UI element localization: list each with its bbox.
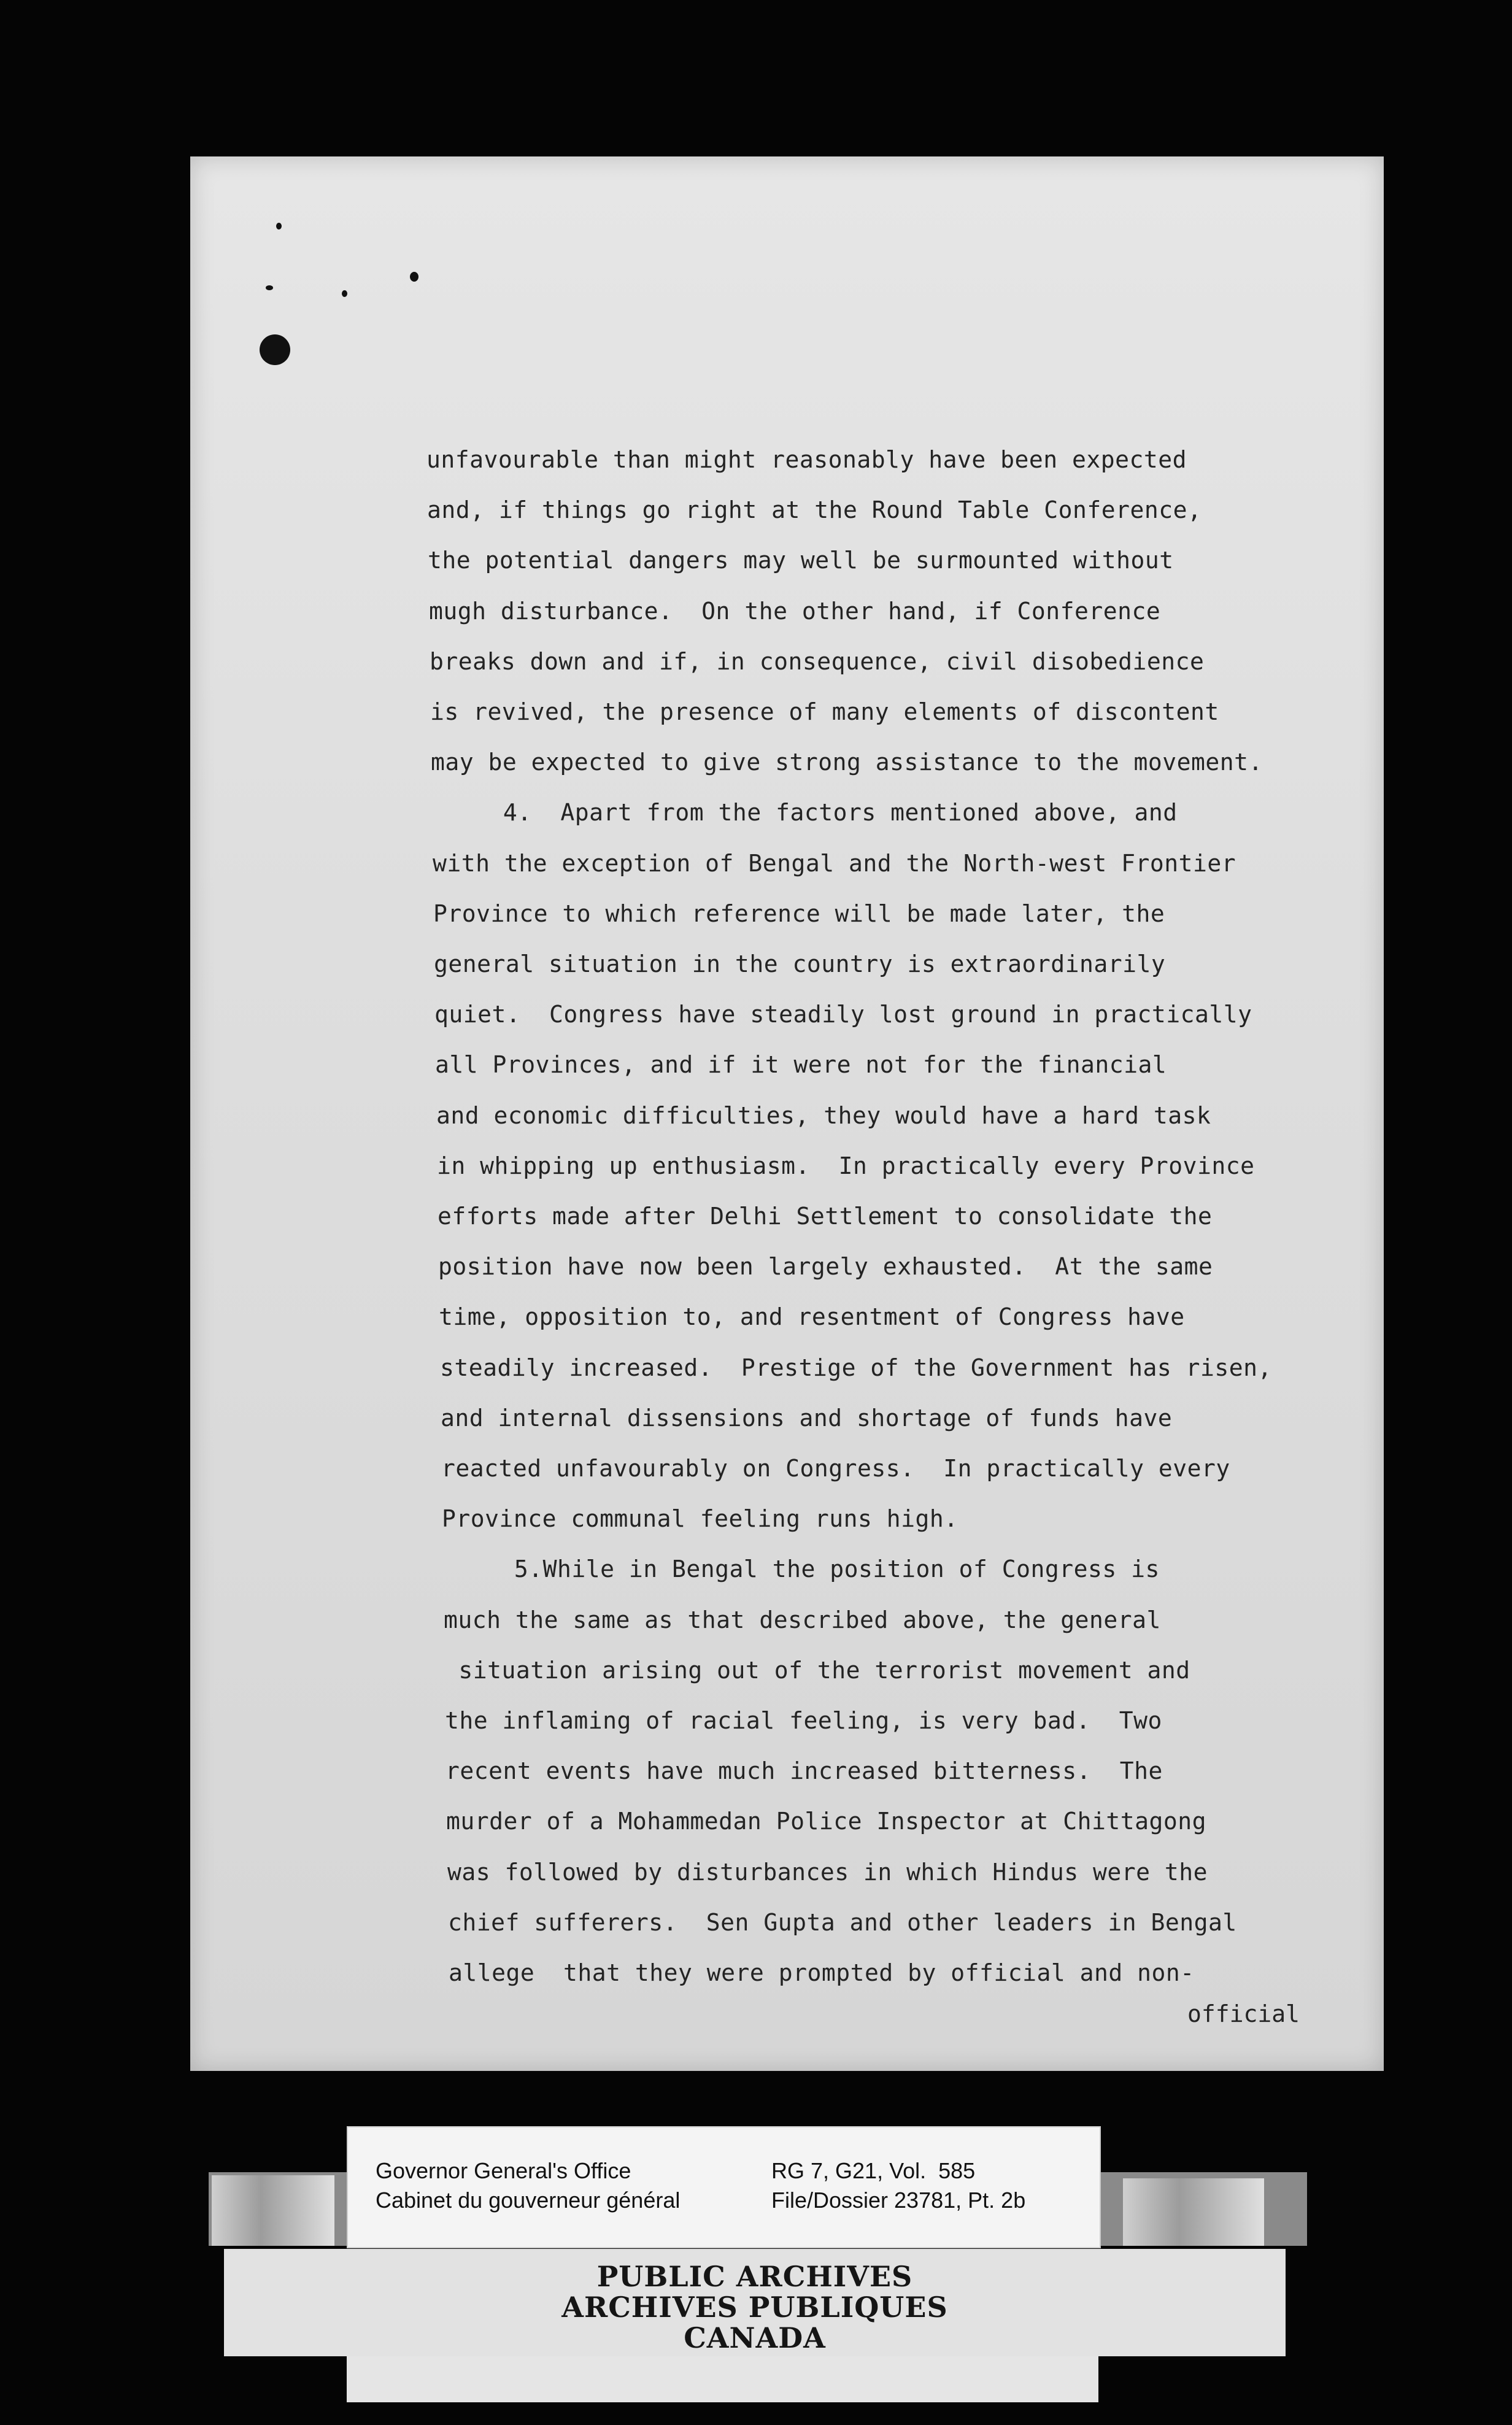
stamp-line-1: PUBLIC ARCHIVES [596,2260,913,2293]
text-line: situation arising out of the terrorist movement and [444,1656,1190,1684]
text-line: much the same as that described above, the general [444,1606,1161,1633]
office-english: Governor General's Office [376,2158,631,2183]
text-line: efforts made after Delhi Settlement to consolidate the [438,1203,1213,1230]
text-line: was followed by disturbances in which Hindus were the [447,1858,1208,1886]
text-line: allege that they were prompted by official and non- [449,1959,1195,1986]
archive-stamp [224,2249,1286,2356]
text-line: Province to which reference will be made later, the [433,900,1165,927]
text-line: breaks down and if, in consequence, civil disobedience [430,647,1205,675]
archive-reference-label [347,2126,1101,2248]
folder-edge-left [212,2175,334,2246]
stamp-line-3: CANADA [684,2321,826,2354]
text-line: unfavourable than might reasonably have been expected [426,446,1187,473]
text-line: in whipping up enthusiasm. In practically every Province [437,1152,1255,1179]
text-line: position have now been largely exhausted. At the same [438,1253,1213,1281]
ink-speck [342,290,347,297]
ink-speck [410,272,418,282]
ink-speck [266,285,273,290]
ink-speck [276,223,282,229]
text-line: steadily increased. Prestige of the Government has risen, [440,1354,1272,1381]
text-line: general situation in the country is extraordinarily [434,950,1166,977]
text-line: quiet. Congress have steadily lost ground in practically [434,1001,1252,1028]
text-line: 4. Apart from the factors mentioned above, and [431,799,1178,827]
text-line: Province communal feeling runs high. [442,1505,958,1533]
folder-bottom-tab [347,2356,1098,2402]
text-line: all Provinces, and if it were not for the financial [435,1051,1167,1079]
text-line: with the exception of Bengal and the North-west Frontier [433,849,1236,877]
text-line: is revived, the presence of many elements of discontent [430,698,1219,725]
text-line: chief sufferers. Sen Gupta and other leaders in Bengal [448,1908,1237,1936]
text-line: mugh disturbance. On the other hand, if Conference [429,597,1161,625]
text-line: 5.While in Bengal the position of Congress is [442,1556,1160,1583]
text-line: murder of a Mohammedan Police Inspector at Chittagong [446,1808,1207,1835]
text-line: and internal dissensions and shortage of funds have [441,1404,1173,1432]
text-line: recent events have much increased bitterness. The [446,1757,1163,1785]
catchword: official [1187,2000,1300,2027]
office-french: Cabinet du gouverneur général [376,2188,681,2213]
record-group-reference: RG 7, G21, Vol. 585 [771,2158,976,2183]
punch-hole [260,334,290,365]
stamp-line-2: ARCHIVES PUBLIQUES [561,2291,948,2324]
folder-edge-right [1123,2178,1264,2246]
text-line: reacted unfavourably on Congress. In practically every [441,1455,1230,1482]
text-line: and, if things go right at the Round Table Conference, [427,496,1202,524]
file-reference: File/Dossier 23781, Pt. 2b [771,2188,1026,2213]
text-line: the inflaming of racial feeling, is very bad. Two [445,1707,1162,1734]
text-line: time, opposition to, and resentment of Congress have [439,1303,1185,1331]
text-line: and economic difficulties, they would have a hard task [436,1101,1211,1129]
text-line: may be expected to give strong assistance to the movement. [431,749,1263,776]
text-line: the potential dangers may well be surmounted without [428,547,1174,574]
